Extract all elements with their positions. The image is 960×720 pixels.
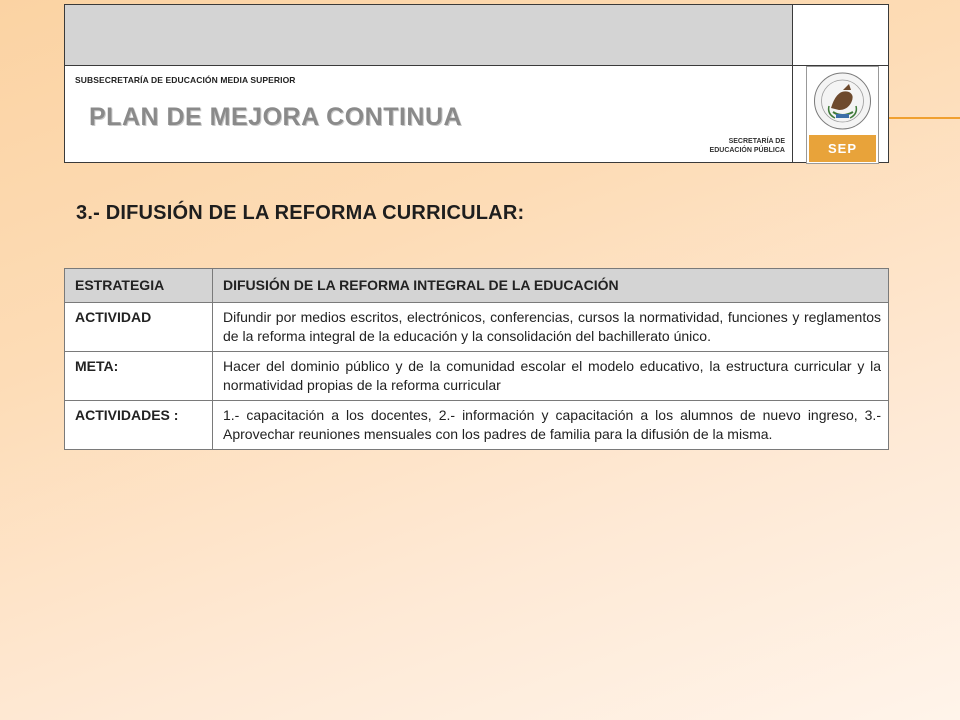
row-label: ACTIVIDADES : [65,401,213,450]
sep-logo [806,66,879,164]
table-row-actividades [65,401,889,450]
row-label: ESTRATEGIA [65,269,213,303]
secretaria-line-1: SECRETARÍA DE [728,138,785,145]
row-label: ACTIVIDAD [65,303,213,352]
table-row-estrategia [65,269,889,303]
plan-title: PLAN DE MEJORA CONTINUA [89,103,463,131]
subsecretaria-label: SUBSECRETARÍA DE EDUCACIÓN MEDIA SUPERIOR [75,75,296,85]
row-value: Difundir por medios escritos, electrónicos, conferencias, cursos la normatividad, funciones y reglamentos de la reforma integral de la educación y la consolidación del bachillerato único. [213,303,889,352]
decorative-accent-line [888,117,960,119]
table-row-meta [65,352,889,401]
row-value: DIFUSIÓN DE LA REFORMA INTEGRAL DE LA EDUCACIÓN [213,269,889,303]
header-top-right-cell [793,5,888,66]
row-value: 1.- capacitación a los docentes, 2.- información y capacitación a los alumnos de nuevo ingreso, 3.- Aprovechar reuniones mensuales con los padres de familia para la difusión de la misma. [213,401,889,450]
header-gray-band [65,5,793,66]
sep-logo-label: SEP [809,135,876,162]
secretaria-label [655,137,785,155]
document-header [64,4,889,163]
header-divider [792,66,793,162]
row-label: META: [65,352,213,401]
row-value: Hacer del dominio público y de la comunidad escolar el modelo educativo, la estructura curricular y la normatividad propias de la reforma curricular [213,352,889,401]
section-heading: 3.- DIFUSIÓN DE LA REFORMA CURRICULAR: [76,202,525,224]
mexican-seal-icon [809,70,876,132]
table-row-actividad [65,303,889,352]
plan-table [64,268,889,450]
secretaria-line-2: EDUCACIÓN PÚBLICA [709,147,785,154]
